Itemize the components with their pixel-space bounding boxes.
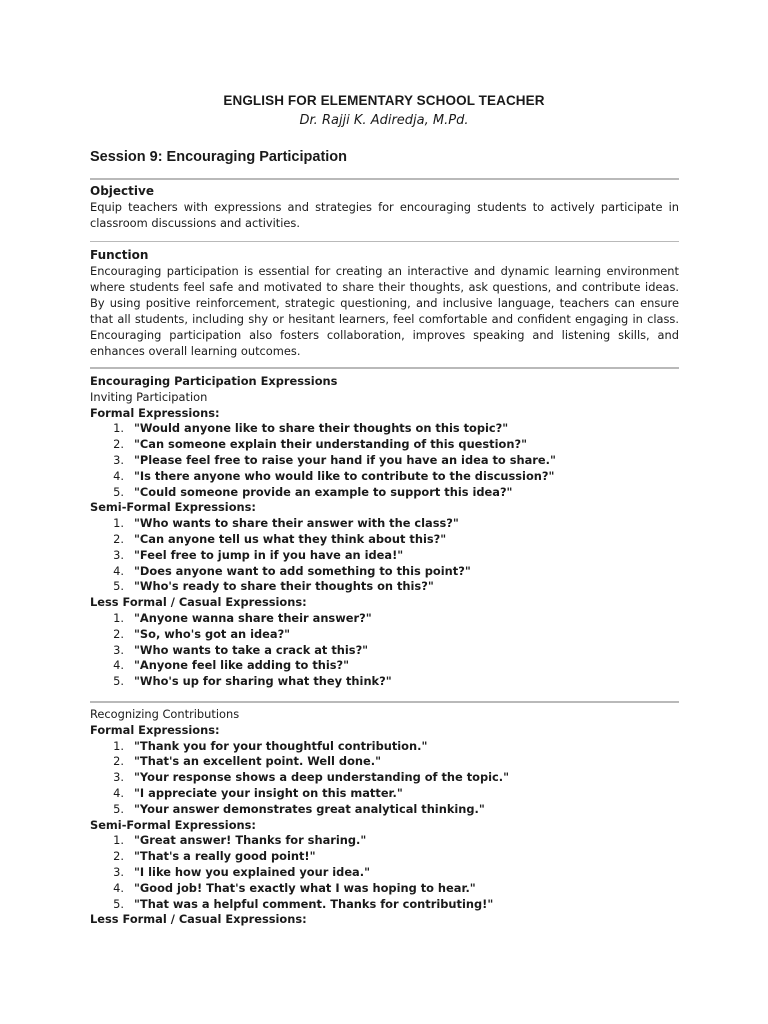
list-item: 2. "That's an excellent point. Well done." [113, 754, 382, 769]
list-item: 5. "Who's ready to share their thoughts on this?" [113, 579, 434, 594]
list-item: 2. "Can anyone tell us what they think about this?" [113, 531, 447, 546]
inviting-heading: Inviting Participation [90, 389, 208, 404]
list-item: 2. "That's a really good point!" [113, 849, 316, 864]
divider [90, 367, 679, 369]
list-item: 3. "Please feel free to raise your hand if you have an idea to share." [113, 452, 556, 467]
casual-label: Less Formal / Casual Expressions: [90, 912, 307, 927]
list-item: 5. "Your answer demonstrates great analytical thinking." [113, 801, 485, 816]
divider [90, 701, 679, 703]
list-item: 5. "That was a helpful comment. Thanks for contributing!" [113, 896, 494, 911]
function-heading: Function [90, 248, 149, 262]
document-title: ENGLISH FOR ELEMENTARY SCHOOL TEACHER [223, 93, 545, 108]
list-item: 3. "Who wants to take a crack at this?" [113, 642, 369, 657]
semi-formal-label: Semi-Formal Expressions: [90, 500, 256, 515]
list-item: 1. "Would anyone like to share their thoughts on this topic?" [113, 421, 509, 436]
function-text: Encouraging participation is essential for creating an interactive and dynamic learning environment where students feel safe and motivated to share their thoughts, ask questions, and contribute ideas. By using positive reinforcement, strategic questioning, and inclusive language, teachers can ensure that all students, including shy or hesitant learners, feel comfortable and confident engaging in class. Encouraging participation also fosters collaboration, improves speaking and listening skills, and enhances overall learning outcomes. [90, 264, 679, 358]
list-item: 4. "Good job! That's exactly what I was hoping to hear." [113, 880, 476, 895]
list-item: 3. "I like how you explained your idea." [113, 864, 371, 879]
objective-section [90, 183, 679, 231]
recognizing-contributions-section [90, 707, 679, 928]
list-item: 5. "Who's up for sharing what they think?" [113, 674, 392, 689]
divider [90, 178, 679, 180]
list-item: 4. "Anyone feel like adding to this?" [113, 658, 350, 673]
formal-label: Formal Expressions: [90, 405, 220, 420]
objective-heading: Objective [90, 184, 154, 198]
list-item: 5. "Could someone provide an example to support this idea?" [113, 484, 513, 499]
list-item: 1. "Anyone wanna share their answer?" [113, 610, 372, 625]
formal-label: Formal Expressions: [90, 722, 220, 737]
list-item: 1. "Thank you for your thoughtful contribution." [113, 738, 428, 753]
objective-text: Equip teachers with expressions and strategies for encouraging students to actively participate in classroom discussions and activities. [90, 200, 679, 230]
semi-formal-label: Semi-Formal Expressions: [90, 817, 256, 832]
list-item: 4. "I appreciate your insight on this matter." [113, 785, 403, 800]
inviting-participation-section [90, 374, 679, 690]
list-item: 3. "Feel free to jump in if you have an idea!" [113, 547, 404, 562]
list-item: 2. "Can someone explain their understanding of this question?" [113, 437, 528, 452]
list-item: 4. "Is there anyone who would like to contribute to the discussion?" [113, 468, 555, 483]
list-item: 1. "Great answer! Thanks for sharing." [113, 833, 367, 848]
function-section [90, 247, 679, 359]
list-item: 2. "So, who's got an idea?" [113, 626, 291, 641]
recognizing-heading: Recognizing Contributions [90, 707, 240, 721]
expressions-heading: Encouraging Participation Expressions [90, 374, 338, 388]
divider [90, 241, 679, 242]
list-item: 1. "Who wants to share their answer with the class?" [113, 516, 459, 531]
casual-label: Less Formal / Casual Expressions: [90, 595, 307, 610]
list-item: 3. "Your response shows a deep understanding of the topic." [113, 770, 510, 785]
document-author: Dr. Rajji K. Adiredja, M.Pd. [299, 113, 469, 128]
list-item: 4. "Does anyone want to add something to this point?" [113, 563, 471, 578]
session-title: Session 9: Encouraging Participation [90, 149, 348, 165]
